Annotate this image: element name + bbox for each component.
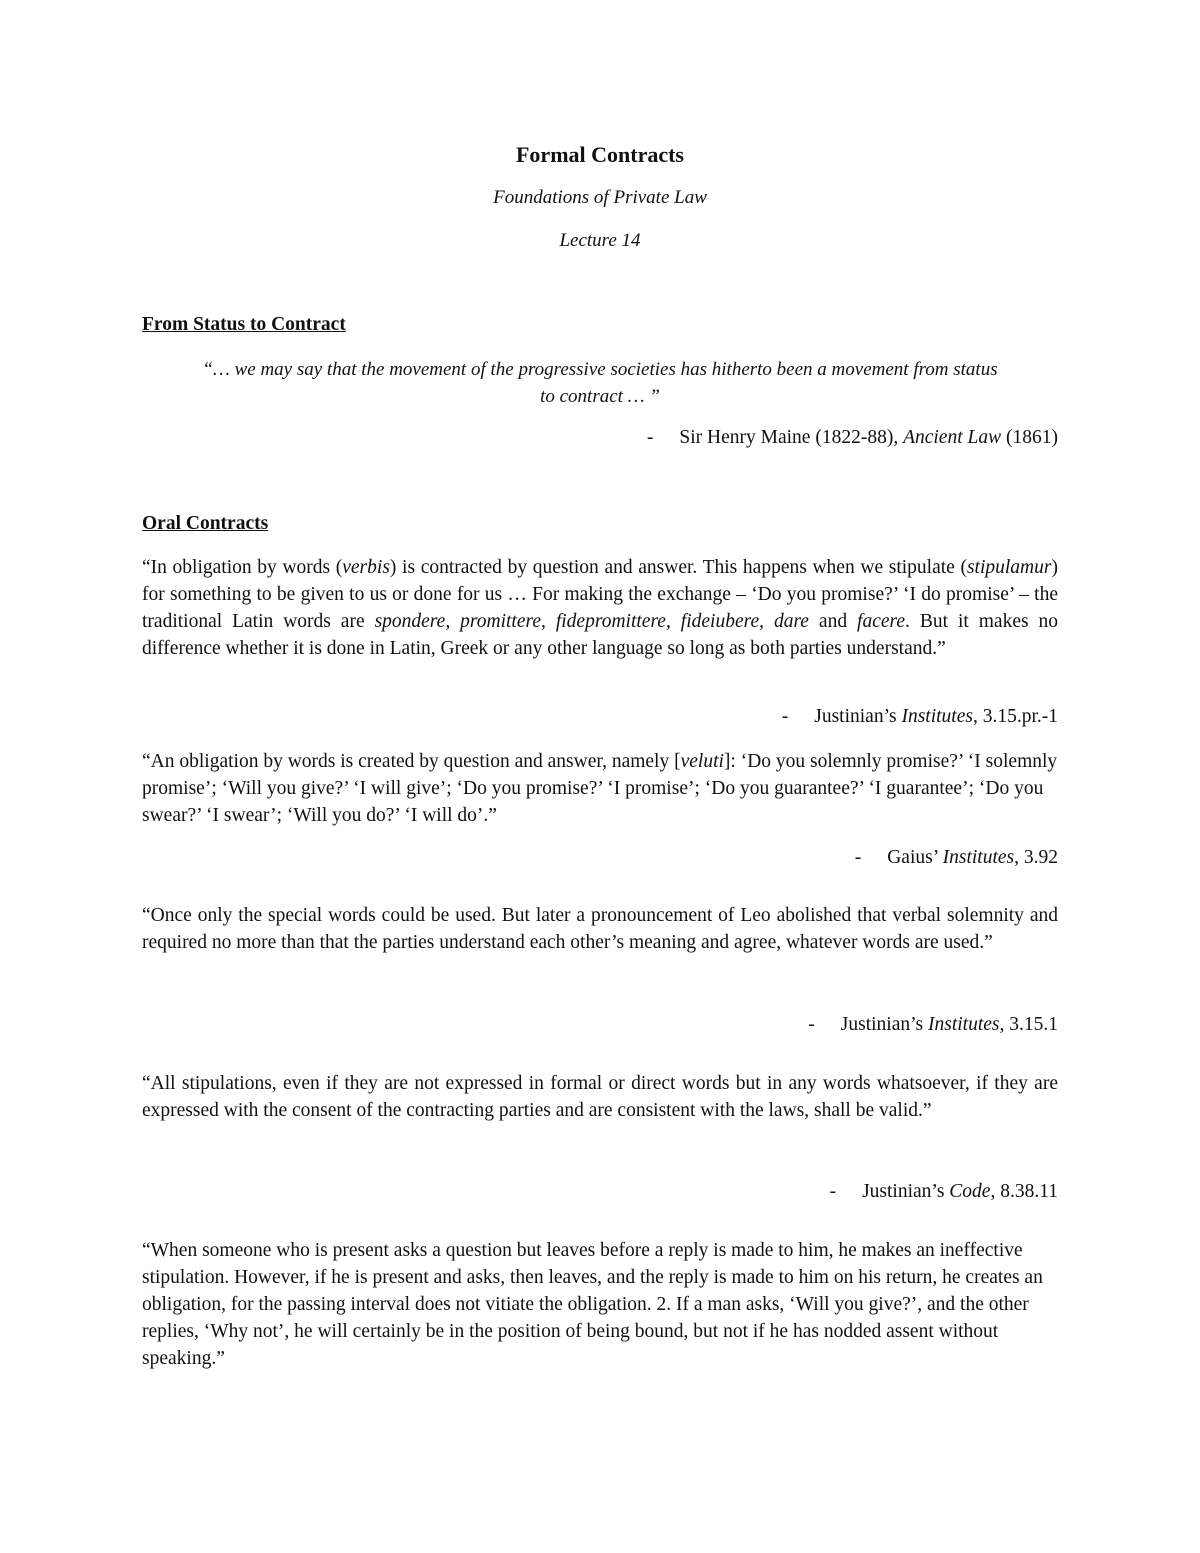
lecture-number: Lecture 14	[559, 230, 641, 251]
attribution-author: Sir Henry Maine (1822-88),	[679, 427, 904, 448]
attribution-author: Justinian’s	[840, 1014, 928, 1035]
attribution-work: Institutes	[928, 1014, 1000, 1035]
attribution-reference: , 3.15.1	[999, 1014, 1058, 1035]
attribution-author: Justinian’s	[814, 706, 902, 727]
quote-justinian-institutes-pr	[142, 554, 1058, 662]
justinian-institutes-attribution	[142, 706, 1058, 728]
attribution-work: Code	[949, 1181, 991, 1202]
document-subtitle: Foundations of Private Law	[493, 187, 707, 208]
latin-terms: spondere, promittere, fidepromittere, fideiubere, dare	[374, 611, 809, 632]
quote-text: ) is contracted by question and answer. This happens when we stipulate (	[389, 557, 967, 578]
heading-status-to-contract: From Status to Contract	[142, 314, 346, 335]
latin-term: verbis	[342, 557, 390, 578]
attribution-work: Ancient Law	[903, 427, 1002, 448]
attribution-reference: , 8.38.11	[990, 1181, 1058, 1202]
quote-stipulation-presence: “When someone who is present asks a question but leaves before a reply is made to him, he makes an ineffective stipulation. However, if he is present and asks, then leaves, and the reply is made to him on his return, he creates an obligation, for the passing interval does not vitiate the obligation. 2. If a man asks, ‘Will you give?’, and the other replies, ‘Why not’, he will certainly be in the position of being bound, but not if he has nodded assent without speaking.”	[142, 1240, 1043, 1369]
attribution-work: Institutes	[942, 847, 1015, 868]
quote-text: . But it makes no difference whether it is done in Latin, Greek or any other language so long as both parties understand.”	[142, 611, 1059, 659]
quote-justinian-institutes-1: “Once only the special words could be used. But later a pronouncement of Leo abolished that verbal solemnity and required no more than that the parties understand each other’s meaning and agree, whatever words are used.”	[142, 905, 1058, 953]
attribution-dash: -	[829, 1181, 837, 1202]
attribution-year: (1861)	[1001, 427, 1058, 448]
maine-attribution	[142, 427, 1058, 449]
attribution-author: Justinian’s	[862, 1181, 950, 1202]
attribution-author: Gaius’	[887, 847, 943, 868]
maine-quote	[142, 356, 1058, 410]
justinian-code-attribution	[142, 1181, 1058, 1203]
attribution-work: Institutes	[901, 706, 973, 727]
quote-justinian-code: “All stipulations, even if they are not expressed in formal or direct words but in any words whatsoever, if they are expressed with the consent of the contracting parties and are consistent with the laws, shall be valid.”	[142, 1073, 1058, 1121]
attribution-reference: , 3.92	[1014, 847, 1058, 868]
gaius-attribution	[142, 847, 1058, 869]
quote-text: “An obligation by words is created by question and answer, namely [	[142, 751, 681, 772]
attribution-dash: -	[781, 706, 789, 727]
heading-oral-contracts: Oral Contracts	[142, 513, 269, 534]
latin-term: veluti	[680, 751, 724, 772]
quote-text: ) for something to be given to us or done for us … For making the exchange – ‘Do you promise?’ ‘I do promise’ – the traditional Latin words are	[142, 557, 1058, 632]
document-title: Formal Contracts	[515, 142, 684, 167]
maine-quote-line-2: to contract … ”	[540, 386, 660, 407]
latin-term: facere	[857, 611, 906, 632]
quote-gaius-institutes	[142, 748, 1058, 829]
justinian-institutes-attribution-2	[142, 1014, 1058, 1036]
latin-term: stipulamur	[966, 557, 1052, 578]
quote-text: ]: ‘Do you solemnly promise?’ ‘I solemnly promise’; ‘Will you give?’ ‘I will give’; ‘Do you promise?’ ‘I promise’; ‘Do you guarantee?’ ‘I guarantee’; ‘Do you swear?’ ‘I swear’; ‘Will you do?’ ‘I will do’.”	[142, 751, 1058, 826]
attribution-dash: -	[646, 427, 654, 448]
attribution-dash: -	[854, 847, 862, 868]
attribution-dash: -	[808, 1014, 815, 1035]
maine-quote-line-1: “… we may say that the movement of the progressive societies has hitherto been a movement from status	[202, 359, 998, 380]
quote-text: “In obligation by words (	[142, 557, 343, 578]
attribution-reference: , 3.15.pr.-1	[972, 706, 1058, 727]
quote-text: and	[808, 611, 858, 632]
